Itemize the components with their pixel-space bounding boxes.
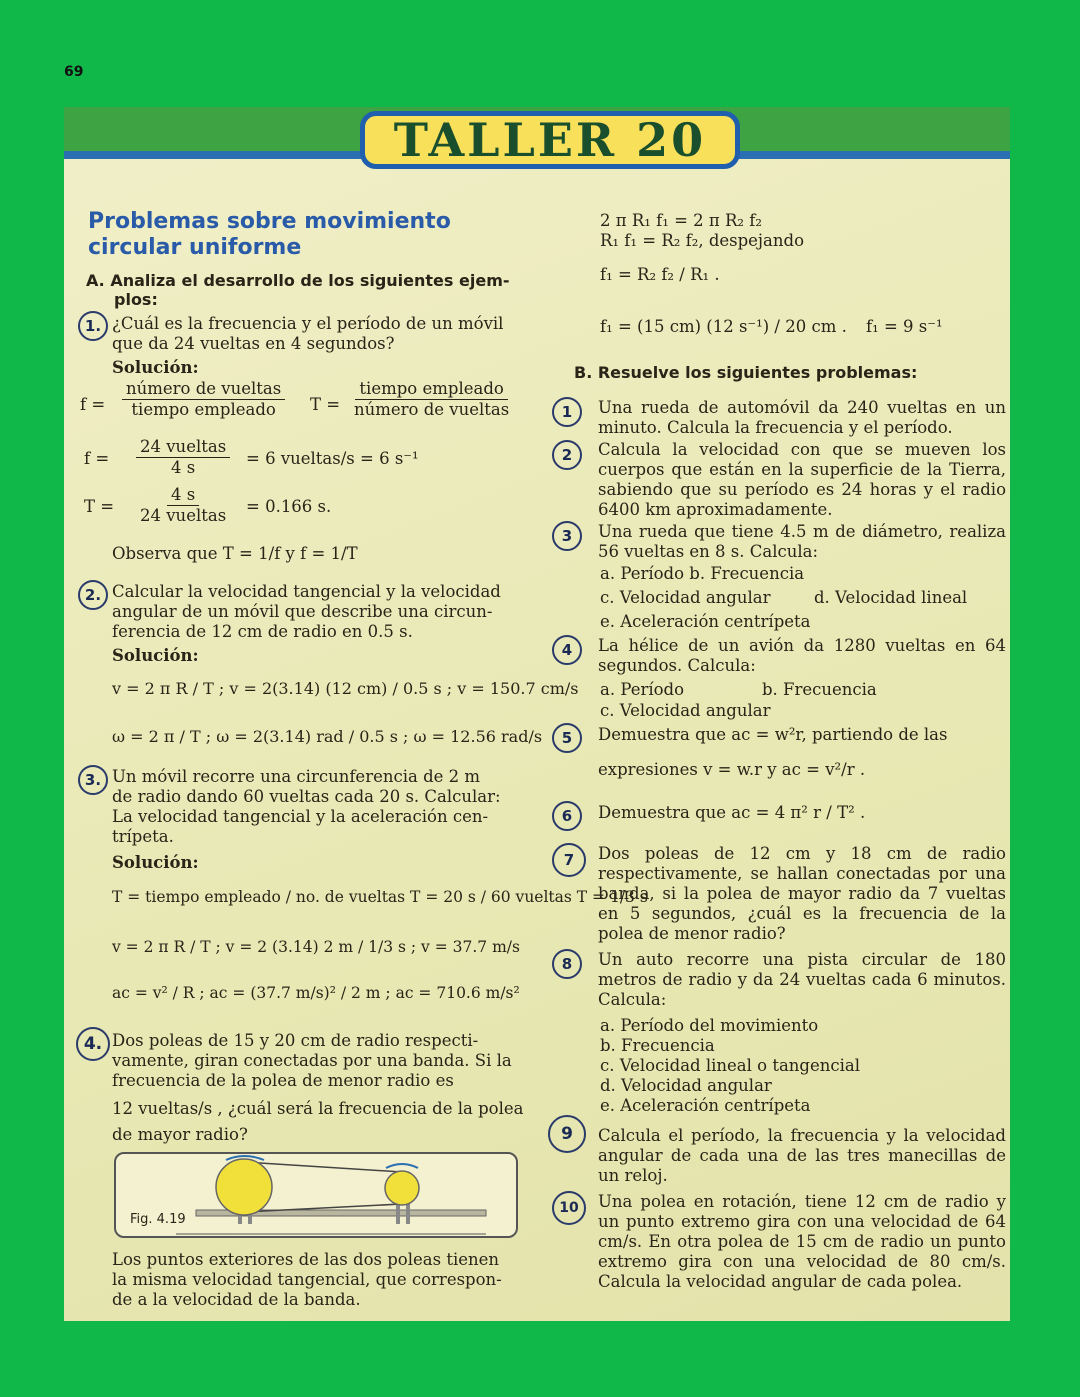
problem-5-text: Demuestra que ac = w²r, partiendo de las [598, 725, 948, 744]
problem-8-text: Un auto recorre una pista circular de 180 metros de radio y da 24 vueltas cada 6 minutos. Calcula: [598, 950, 1006, 1009]
problem-2-number: 2 [552, 440, 582, 470]
example-4-number: 4. [76, 1027, 110, 1061]
problem-10-text: Una polea en rotación, tiene 12 cm de radio y un punto extremo gira con una velocidad de 64 cm/s. En otra polea de 15 cm de radio un punto extremo gira con una velocidad de 80 cm/s. Calcula la velocidad angular de cada polea. [598, 1192, 1006, 1291]
section-b-heading: B. Resuelve los siguientes problemas: [574, 363, 918, 382]
f2-denominator: 4 s [170, 458, 196, 477]
problem-3-item-c: c. Velocidad angular [600, 588, 771, 607]
acceleration-formula-3: ac = v² / R ; ac = (37.7 m/s)² / 2 m ; ac = 710.6 m/s² [112, 984, 520, 1002]
ex1-line2: que da 24 vueltas en 4 segundos? [112, 334, 395, 353]
problem-4-item-a: a. Período [600, 680, 685, 699]
ex3-line2: de radio dando 60 vueltas cada 20 s. Calcular: [112, 787, 501, 806]
problem-3-items-ab: a. Período b. Frecuencia [600, 564, 805, 583]
bottom-note-line1: Los puntos exteriores de las dos poleas tienen [112, 1250, 500, 1269]
heading-line1: Problemas sobre movimiento [88, 209, 451, 234]
period-formula-3: T = tiempo empleado / no. de vueltas T = 20 s / 60 vueltas T = 1/3 s [112, 888, 648, 906]
f-numerator: número de vueltas [122, 379, 285, 400]
pulley-eq2: R₁ f₁ = R₂ f₂, despejando [600, 231, 805, 250]
ex4-line3: frecuencia de la polea de menor radio es [112, 1071, 454, 1090]
problem-3-text: Una rueda que tiene 4.5 m de diámetro, realiza 56 vueltas en 8 s. Calcula: [598, 522, 1006, 561]
small-pulley [385, 1171, 419, 1205]
ex3-line4: trípeta. [112, 827, 174, 846]
t-denominator: número de vueltas [354, 400, 510, 419]
problem-8-item-e: e. Aceleración centrípeta [600, 1096, 811, 1115]
ex4-line4: 12 vueltas/s , ¿cuál será la frecuencia de la polea [112, 1099, 524, 1118]
example-1-number: 1. [78, 311, 108, 341]
problem-7-number: 7 [552, 843, 586, 877]
velocity-formula-2: v = 2 π R / T ; v = 2(3.14) (12 cm) / 0.5 s ; v = 150.7 cm/s [112, 679, 579, 698]
problem-4-number: 4 [552, 635, 582, 665]
problem-9-text: Calcula el período, la frecuencia y la velocidad angular de cada una de las tres manecillas de un reloj. [598, 1126, 1006, 1185]
problem-3-number: 3 [552, 521, 582, 551]
page-number: 69 [64, 64, 84, 80]
ex4-line2: vamente, giran conectadas por una banda. Si la [112, 1051, 512, 1070]
example-3-number: 3. [78, 765, 108, 795]
heading-line2: circular uniforme [88, 235, 302, 260]
large-pulley [216, 1159, 272, 1215]
ex3-line1: Un móvil recorre una circunferencia de 2 m [112, 767, 481, 786]
problem-8-item-d: d. Velocidad angular [600, 1076, 772, 1095]
ex2-line3: ferencia de 12 cm de radio en 0.5 s. [112, 622, 413, 641]
t2-denominator: 24 vueltas [140, 506, 227, 525]
bottom-note-line2: la misma velocidad tangencial, que correspon- [112, 1270, 502, 1289]
t2-result: = 0.166 s. [246, 497, 332, 516]
pulley-eq3: f₁ = R₂ f₂ / R₁ . [600, 265, 720, 284]
t2-equals: T = [84, 497, 115, 516]
f-fraction [122, 379, 285, 420]
t-fraction [350, 379, 513, 420]
t-equals: T = [310, 395, 341, 414]
problem-2-text: Calcula la velocidad con que se mueven los cuerpos que están en la superficie de la Tierra, sabiendo que su período es 24 horas y el radio 6400 km aproximadamente. [598, 440, 1006, 519]
section-a-line2: plos: [114, 290, 158, 309]
f2-numerator: 24 vueltas [136, 437, 230, 458]
angular-formula-2: ω = 2 π / T ; ω = 2(3.14) rad / 0.5 s ; ω = 12.56 rad/s [112, 727, 543, 746]
problem-5-number: 5 [552, 723, 582, 753]
bottom-note-line3: de a la velocidad de la banda. [112, 1290, 361, 1309]
f2-result: = 6 vueltas/s = 6 s⁻¹ [246, 449, 419, 468]
page-title: TALLER 20 [393, 113, 707, 167]
problem-3-item-d: d. Velocidad lineal [814, 588, 968, 607]
pulley-figure [114, 1152, 518, 1238]
problem-8-item-a: a. Período del movimiento [600, 1016, 819, 1035]
title-banner [360, 111, 740, 169]
t-numerator: tiempo empleado [355, 379, 507, 400]
problem-6-number: 6 [552, 801, 582, 831]
section-a-line1: A. Analiza el desarrollo de los siguientes ejem- [86, 271, 510, 290]
figure-caption: Fig. 4.19 [130, 1212, 186, 1227]
problem-8-item-b: b. Frecuencia [600, 1036, 715, 1055]
problem-5-continued: expresiones v = w.r y ac = v²/r . [598, 760, 866, 779]
ex3-line3: La velocidad tangencial y la aceleración cen- [112, 807, 489, 826]
pulley-eq4-result: f₁ = 9 s⁻¹ [866, 317, 943, 336]
problem-9-number: 9 [548, 1115, 586, 1153]
problem-4-item-c: c. Velocidad angular [600, 701, 771, 720]
example-2-number: 2. [78, 580, 108, 610]
solution-label-1: Solución: [112, 358, 199, 377]
f2-fraction [136, 437, 230, 478]
velocity-formula-3: v = 2 π R / T ; v = 2 (3.14) 2 m / 1/3 s ; v = 37.7 m/s [112, 938, 520, 956]
ex2-line1: Calcular la velocidad tangencial y la velocidad [112, 582, 501, 601]
t2-fraction [136, 485, 230, 526]
pulley-eq1: 2 π R₁ f₁ = 2 π R₂ f₂ [600, 211, 762, 230]
t2-numerator: 4 s [167, 485, 199, 506]
problem-10-number: 10 [552, 1191, 586, 1225]
problem-1-number: 1 [552, 397, 582, 427]
problem-7-text: Dos poleas de 12 cm y 18 cm de radio respectivamente, se hallan conectadas por una banda, si la polea de mayor radio da 7 vueltas en 5 segundos, ¿cuál es la frecuencia de la polea de menor radio? [598, 844, 1006, 943]
solution-label-2: Solución: [112, 646, 199, 665]
ex4-line1: Dos poleas de 15 y 20 cm de radio respecti- [112, 1031, 479, 1050]
problem-8-number: 8 [552, 949, 582, 979]
problem-6-text: Demuestra que ac = 4 π² r / T² . [598, 803, 866, 822]
f-equals: f = [80, 395, 106, 414]
f2-equals: f = [84, 449, 110, 468]
solution-label-3: Solución: [112, 853, 199, 872]
problem-3-item-e: e. Aceleración centrípeta [600, 612, 811, 631]
problem-1-text: Una rueda de automóvil da 240 vueltas en un minuto. Calcula la frecuencia y el período. [598, 398, 1006, 437]
problem-8-item-c: c. Velocidad lineal o tangencial [600, 1056, 860, 1075]
f-denominator: tiempo empleado [131, 400, 276, 419]
observa-note: Observa que T = 1/f y f = 1/T [112, 544, 358, 563]
problem-4-text: La hélice de un avión da 1280 vueltas en 64 segundos. Calcula: [598, 636, 1006, 675]
pulley-eq4: f₁ = (15 cm) (12 s⁻¹) / 20 cm . [600, 317, 847, 336]
worksheet-page [64, 107, 1010, 1321]
problem-4-item-b: b. Frecuencia [762, 680, 877, 699]
ex1-line1: ¿Cuál es la frecuencia y el período de un móvil [112, 314, 504, 333]
ex2-line2: angular de un móvil que describe una circun- [112, 602, 493, 621]
ex4-line5: de mayor radio? [112, 1125, 248, 1144]
